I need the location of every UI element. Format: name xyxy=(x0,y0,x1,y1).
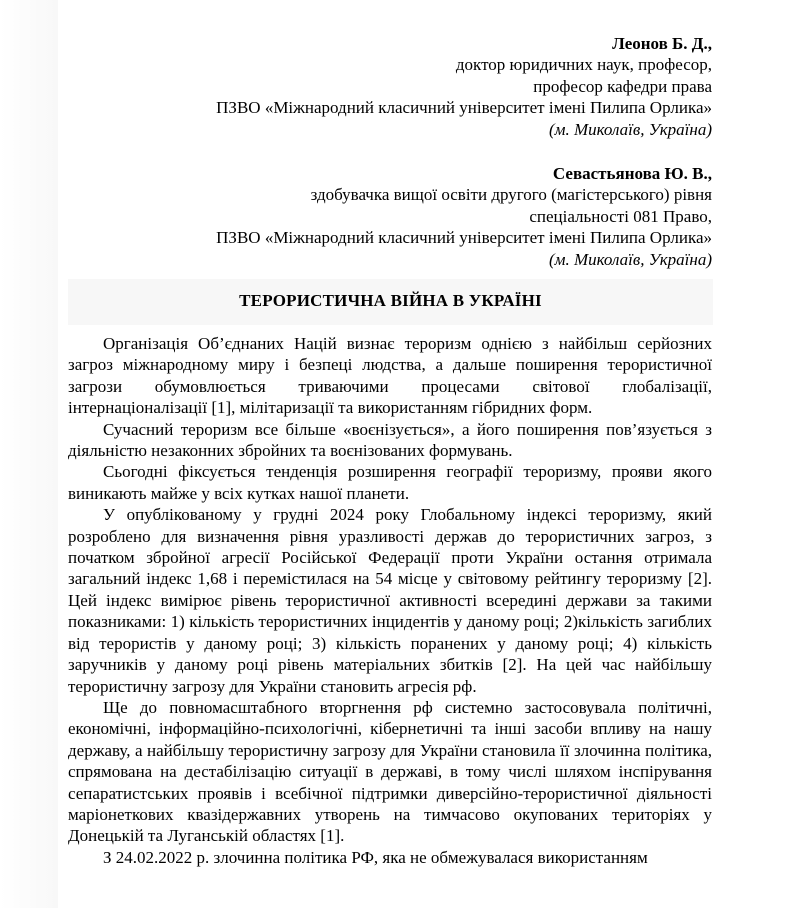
author-institution: ПЗВО «Міжнародний класичний університет імені Пилипа Орлика» xyxy=(216,228,712,248)
author-block-2 xyxy=(72,163,712,270)
paragraph: З 24.02.2022 р. злочинна політика РФ, яка не обмежувалася використанням xyxy=(103,847,648,867)
author-name: Леонов Б. Д., xyxy=(612,34,712,53)
article-body xyxy=(68,333,712,868)
author-block-1 xyxy=(72,33,712,140)
author-specialty: спеціальності 081 Право, xyxy=(529,206,712,226)
paragraph: Організація Об’єднаних Націй визнає тероризм однією з найбільш серйозних загроз міжнародному миру і безпеці людства, а дальше поширення терористичної загрози обумовлюється триваючими процесами світової глобалізації, інтернаціоналізації [1], мілітаризації та використанням гібридних форм. xyxy=(68,334,712,418)
author-degree: здобувачка вищої освіти другого (магістерського) рівня xyxy=(310,185,712,205)
author-location: (м. Миколаїв, Україна) xyxy=(548,249,712,269)
author-location: (м. Миколаїв, Україна) xyxy=(548,119,712,139)
author-institution: ПЗВО «Міжнародний класичний університет імені Пилипа Орлика» xyxy=(216,98,712,118)
article-title: ТЕРОРИСТИЧНА ВІЙНА В УКРАЇНІ xyxy=(239,291,542,310)
paragraph: Сучасний тероризм все більше «воєнізується», а його поширення пов’язується з діяльністю незаконних збройних та воєнізованих формувань. xyxy=(68,419,712,461)
page-margin-shade xyxy=(0,0,58,908)
paragraph: У опублікованому у грудні 2024 року Глобальному індексі тероризму, який розроблено для визначення рівня уразливості держав до терористичних загроз, з початком збройної агресії Російської Федерації проти України остання отримала загальний індекс 1,68 і перемістилася на 54 місце у світовому рейтингу тероризму [2]. Цей індекс вимірює рівень терористичної активності всередині держави за такими показниками: 1) кількість терористичних інцидентів у даному році; 2)кількість загиблих від терористів у даному році; 3) кількість поранених у даному році; 4) кількість заручників у даному році рівень матеріальних збитків [2]. На цей час найбільшу терористичну загрозу для України становить агресія рф. xyxy=(68,505,712,696)
paragraph: Сьогодні фіксується тенденція розширення географії тероризму, прояви якого виникають майже у всіх кутках нашої планети. xyxy=(68,462,712,503)
author-degree: доктор юридичних наук, професор, xyxy=(455,55,712,75)
paragraph: Ще до повномасштабного вторгнення рф системно застосовувала політичні, економічні, інформаційно-психологічні, кібернетичні та інші засоби впливу на нашу державу, а найбільшу терористичну загрозу для України становила її злочинна політика, спрямована на дестабілізацію ситуації в державі, в тому числі шляхом інспірування сепаратистських проявів і всебічної підтримки диверсійно-терористичної діяльності маріонеткових квазідержавних утворень на тимчасово окупованих територіях у Донецькій та Луганській областях [1]. xyxy=(68,697,712,846)
author-name: Севастьянова Ю. В., xyxy=(552,164,712,183)
author-position: професор кафедри права xyxy=(533,76,712,96)
